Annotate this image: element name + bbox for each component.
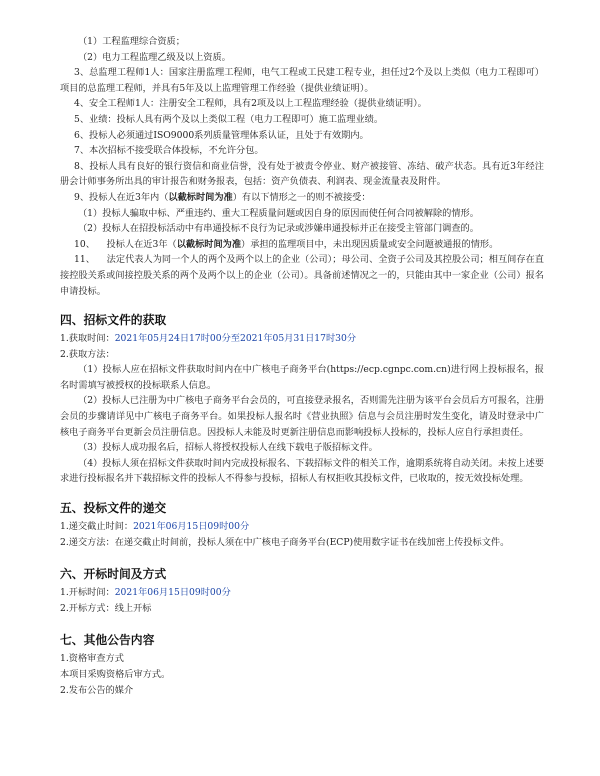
requirement-9-text-c: ）有以下情形之一的则不被接受： — [232, 191, 371, 203]
requirement-8: 8、投标人具有良好的银行资信和商业信誉，没有处于被责令停业、财产被接管、冻结、破产状态。具有近3年经注册会计师事务所出具的审计报告和财务报表，包括：资产负债表、利润表、现金流量表及附件。 — [60, 160, 544, 188]
opening-time — [60, 585, 544, 601]
qualification-item-1: （1）工程监理综合资质； — [78, 36, 185, 47]
requirement-9-emphasis: 以截标时间为准 — [168, 191, 233, 203]
requirement-10-emphasis: 以截标时间为准 — [176, 238, 242, 250]
requirement-10-text-c: ）承担的监理项目中，未出现因质量或安全问题被通报的情形。 — [241, 238, 499, 250]
section-7-title: 七、其他公告内容 — [60, 633, 155, 648]
section-5-title: 五、投标文件的递交 — [60, 501, 167, 516]
obtain-method-1: （1）投标人应在招标文件获取时间内在中广核电子商务平台(https://ecp.cgnpc.com.cn)进行网上投标报名，报名时需填写被授权的投标联系人信息。 — [60, 364, 544, 391]
requirement-9-case-1: （1）投标人骗取中标、严重违约、重大工程质量问题或因自身的原因而使任何合同被解除的情形。 — [78, 207, 479, 219]
obtain-time — [60, 331, 544, 347]
obtain-method-4: （4）投标人须在招标文件获取时间内完成投标报名、下载招标文件的相关工作，逾期系统将自动关闭。未按上述要求进行投标报名并下载招标文件的投标人不得参与投标，招标人有权拒收其投标文件，已收取的，按无效投标处理。 — [60, 457, 544, 485]
requirement-5: 5、业绩：投标人具有两个及以上类似工程（电力工程即可）施工监理业绩。 — [74, 113, 384, 125]
submit-deadline-value: 2021年06月15日09时00分 — [133, 521, 250, 533]
section-6-title: 六、开标时间及方式 — [60, 567, 167, 582]
requirement-7: 7、本次招标不接受联合体投标，不允许分包。 — [74, 145, 264, 157]
section-4-title: 四、招标文件的获取 — [60, 313, 167, 328]
other-line-3: 2.发布公告的媒介 — [60, 684, 134, 696]
obtain-time-value: 2021年05月24日17时00分至2021年05月31日17时30分 — [114, 333, 357, 345]
requirement-3: 3、总监理工程师1人：国家注册监理工程师，电气工程或工民建工程专业，担任过2个及以上类似（电力工程即可）项目的总监理工程师，并具有5年及以上监理管理工作经验（提供业绩证明）。 — [60, 67, 544, 94]
requirement-4: 4、安全工程师1人：注册安全工程师，具有2项及以上工程监理经验（提供业绩证明）。 — [74, 98, 427, 110]
other-line-1: 1.资格审查方式 — [60, 653, 124, 665]
opening-method: 2.开标方式：线上开标 — [60, 602, 152, 614]
requirement-9-case-2: （2）投标人在招投标活动中有串通投标不良行为记录或涉嫌串通投标并正在接受主管部门调查的。 — [78, 223, 479, 235]
requirement-10-text-a: 10、 投标人在近3年（ — [74, 238, 177, 250]
obtain-method-3: （3）投标人成功报名后，招标人将授权投标人在线下载电子版招标文件。 — [78, 442, 378, 454]
submit-deadline — [60, 519, 544, 535]
submit-method: 2.递交方法：在递交截止时间前，投标人须在中广核电子商务平台(ECP)使用数字证书在线加密上传投标文件。 — [60, 536, 510, 548]
requirement-9-text-a: 9、投标人在近3年内（ — [74, 191, 169, 203]
requirement-11: 11、 法定代表人为同一个人的两个及两个以上的企业（公司）；母公司、全资子公司及其控股公司；相互间存在直接控股关系或间接控股关系的两个及两个以上的企业（公司）。具备前述情况之一的，只能由其中一家企业（公司）报名申请投标。 — [60, 254, 544, 297]
requirement-9 — [60, 190, 544, 206]
opening-time-label: 1.开标时间： — [60, 587, 115, 599]
opening-time-value: 2021年06月15日09时00分 — [114, 587, 231, 599]
obtain-method-label: 2.获取方法： — [60, 348, 115, 360]
obtain-method-2: （2）投标人已注册为中广核电子商务平台会员的，可直接登录报名，否则需先注册为该平台会员后方可报名，注册会员的步骤请详见中广核电子商务平台。如果投标人报名时《营业执照》信息与会员注册时发生变化，请及时登录中广核电子商务平台更新会员注册信息。因投标人未能及时更新注册信息而影响投标人投标的，投标人应自行承担责任。 — [60, 395, 544, 438]
requirement-10 — [60, 237, 544, 253]
requirement-6: 6、投标人必须通过ISO9000系列质量管理体系认证，且处于有效期内。 — [74, 129, 369, 141]
obtain-time-label: 1.获取时间： — [60, 333, 115, 345]
submit-deadline-label: 1.递交截止时间： — [60, 521, 134, 533]
other-line-2: 本项目采购资格后审方式。 — [60, 669, 171, 680]
qualification-item-2: （2）电力工程监理乙级及以上资质。 — [78, 51, 231, 63]
